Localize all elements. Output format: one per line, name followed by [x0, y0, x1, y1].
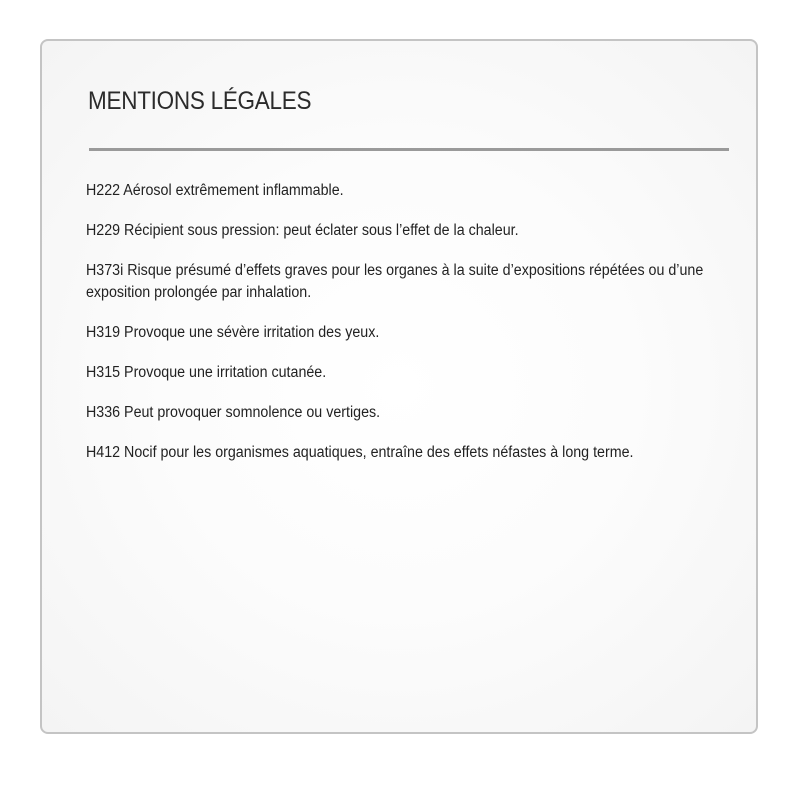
page-title: MENTIONS LÉGALES	[88, 87, 312, 115]
legal-notices-card	[40, 39, 758, 734]
hazard-statement-h412: H412 Nocif pour les organismes aquatiques, entraîne des effets néfastes à long terme.	[86, 444, 634, 461]
hazard-statement-h336: H336 Peut provoquer somnolence ou vertiges.	[86, 404, 381, 421]
hazard-statement-h229: H229 Récipient sous pression: peut éclater sous l’effet de la chaleur.	[86, 222, 519, 239]
hazard-statement-h319: H319 Provoque une sévère irritation des yeux.	[86, 324, 380, 341]
title-divider	[89, 148, 729, 151]
hazard-statement-list	[86, 180, 730, 482]
hazard-statement-h222: H222 Aérosol extrêmement inflammable.	[86, 182, 344, 199]
hazard-statement-h315: H315 Provoque une irritation cutanée.	[86, 364, 327, 381]
hazard-statement-h373i: H373i Risque présumé d’effets graves pour les organes à la suite d’expositions répétées ou d’une exposition prolongée par inhalation.	[86, 262, 704, 301]
